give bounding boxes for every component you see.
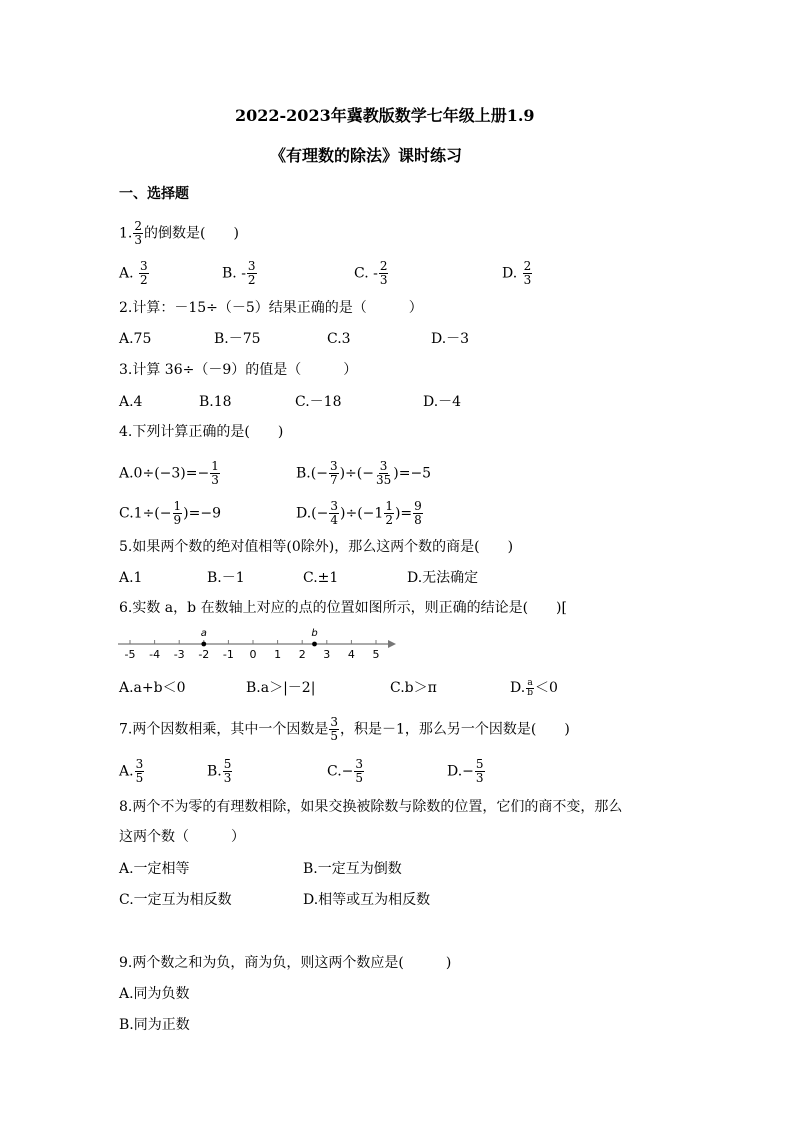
q8-option-d[interactable]: D.相等或互为相反数 [303, 892, 431, 908]
q2-option-d[interactable]: D.－3 [431, 331, 470, 347]
q7-option-d[interactable]: D.− $\frac{5}{3}$ [447, 757, 484, 785]
q3-option-c[interactable]: C.－18 [295, 394, 342, 410]
axis-tick-label: 2 [298, 648, 306, 661]
question-6: 6.实数 a，b 在数轴上对应的点的位置如图所示，则正确的结论是( )[ [119, 600, 567, 616]
q5-option-c[interactable]: C.±1 [303, 570, 339, 586]
q1-option-b[interactable]: B. - $\frac{3}{2}$ [222, 259, 256, 287]
axis-arrow [388, 640, 396, 648]
section-heading: 一、选择题 [119, 186, 189, 202]
q7-option-c[interactable]: C.− $\frac{3}{5}$ [327, 757, 364, 785]
question-9: 9.两个数之和为负，商为负，则这两个数应是( ) [119, 955, 452, 971]
q9-option-a[interactable]: A.同为负数 [119, 986, 190, 1002]
q4-option-b[interactable]: B.(− $\frac{3}{7}$ )÷(− $\frac{3}{35}$ )=−5 [296, 459, 432, 487]
q7-option-b[interactable]: B. $\frac{5}{3}$ [207, 757, 232, 785]
q1-option-c[interactable]: C. - $\frac{2}{3}$ [354, 259, 388, 287]
axis-tick-label: 0 [249, 648, 257, 661]
question-8-cont: 这两个数（ ） [119, 829, 245, 845]
q3-option-d[interactable]: D.－4 [423, 394, 462, 410]
point-b-label: b [311, 628, 318, 639]
q8-option-c[interactable]: C.一定互为相反数 [119, 892, 232, 908]
question-2: 2.计算：－15÷（－5）结果正确的是（ ） [119, 300, 423, 316]
axis-tick-label: -5 [124, 648, 136, 661]
q6-option-b[interactable]: B.a＞|－2| [246, 680, 316, 696]
q4-option-d[interactable]: D.(− $\frac{3}{4}$ )÷(−1 $\frac{1}{2}$ )= $\frac{9}{8}$ [296, 499, 422, 527]
number-line-diagram [116, 624, 400, 664]
axis-tick-label: 5 [372, 648, 380, 661]
q8-option-a[interactable]: A.一定相等 [119, 861, 190, 877]
axis-tick-label: -2 [198, 648, 210, 661]
question-1: 1. $\frac{2}{3}$ 的倒数是( ) [119, 219, 239, 247]
q3-option-b[interactable]: B.18 [199, 394, 232, 410]
q6-option-a[interactable]: A.a+b＜0 [119, 680, 186, 696]
q5-option-d[interactable]: D.无法确定 [407, 570, 479, 586]
axis-tick-label: -3 [173, 648, 185, 661]
q6-option-c[interactable]: C.b＞π [390, 680, 437, 696]
q8-option-b[interactable]: B.一定互为倒数 [303, 861, 402, 877]
q2-option-a[interactable]: A.75 [119, 331, 152, 347]
page-subtitle: 《有理数的除法》课时练习 [270, 146, 463, 165]
point-a [201, 642, 206, 647]
point-b [312, 642, 317, 647]
q1-option-d[interactable]: D. $\frac{2}{3}$ [502, 259, 532, 287]
q5-option-a[interactable]: A.1 [119, 570, 143, 586]
axis-tick-label: -4 [149, 648, 161, 661]
q6-option-d[interactable]: D. $\frac{a}{b}$ ＜0 [510, 677, 558, 698]
q5-option-b[interactable]: B.－1 [207, 570, 245, 586]
axis-tick-label: 1 [274, 648, 282, 661]
q4-option-a[interactable]: A.0÷(−3)=− $\frac{1}{3}$ [119, 459, 219, 487]
axis-tick-label: 3 [323, 648, 331, 661]
q2-option-b[interactable]: B.－75 [214, 331, 261, 347]
q2-option-c[interactable]: C.3 [327, 331, 351, 347]
page-title: 2022-2023年冀教版数学七年级上册1.9 [235, 106, 535, 125]
q3-option-a[interactable]: A.4 [119, 394, 143, 410]
q1-option-a[interactable]: A. $\frac{3}{2}$ [119, 259, 148, 287]
q9-option-b[interactable]: B.同为正数 [119, 1017, 190, 1033]
question-7: 7.两个因数相乘，其中一个因数是 $\frac{3}{5}$ ，积是－1，那么另一个因数是( ) [119, 715, 570, 743]
q4-option-c[interactable]: C.1÷(− $\frac{1}{9}$ )=−9 [119, 499, 221, 527]
q7-option-a[interactable]: A. $\frac{3}{5}$ [119, 757, 144, 785]
axis-tick-label: -1 [222, 648, 234, 661]
point-a-label: a [200, 628, 207, 639]
question-4: 4.下列计算正确的是( ) [119, 424, 284, 440]
axis-tick-label: 4 [347, 648, 355, 661]
question-8: 8.两个不为零的有理数相除，如果交换被除数与除数的位置，它们的商不变，那么 [119, 799, 623, 815]
question-3: 3.计算 36÷（－9）的值是（ ） [119, 362, 358, 378]
question-5: 5.如果两个数的绝对值相等(0除外)，那么这两个数的商是( ) [119, 539, 514, 555]
